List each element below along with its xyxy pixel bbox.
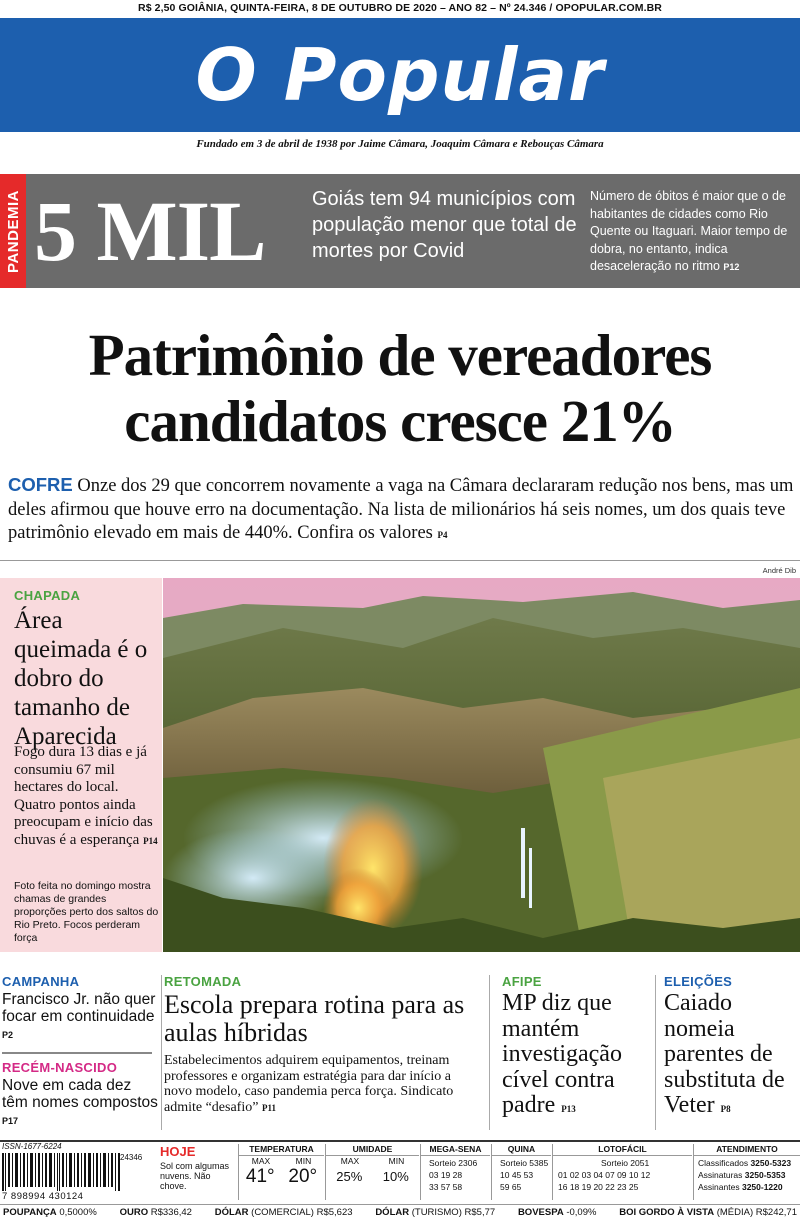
divider xyxy=(0,1140,800,1142)
chapada-kicker: CHAPADA xyxy=(14,588,81,603)
weather-today xyxy=(160,1144,235,1191)
col-eleicoes[interactable] xyxy=(664,974,800,1123)
pandemia-tag: PANDEMIA xyxy=(0,174,26,288)
ticker-bovespa: BOVESPA -0,09% xyxy=(517,1207,597,1218)
column-divider xyxy=(161,975,162,1130)
lotofacil-box: LOTOFÁCIL Sorteio 2051 01 02 03 04 07 09 10 12 16 18 19 20 22 23 25 xyxy=(552,1144,692,1200)
photo-caption: Foto feita no domingo mostra chamas de grandes proporções perto dos saltos do Rio Preto. Focos perderam força xyxy=(14,880,159,944)
topbar: R$ 2,50 GOIÂNIA, QUINTA-FEIRA, 8 DE OUTUBRO DE 2020 – ANO 82 – Nº 24.346 / OPOPULAR.COM.BR xyxy=(138,2,662,14)
campanha-kicker: CAMPANHA xyxy=(2,974,80,989)
hoje-text: Sol com algumas nuvens. Não chove. xyxy=(160,1161,230,1191)
pandemia-banner[interactable] xyxy=(0,174,800,288)
atendimento-box: ATENDIMENTO Classificados 3250-5323 Assinaturas 3250-5353 Assinantes 3250-1220 xyxy=(693,1144,800,1200)
eleicoes-kicker: ELEIÇÕES xyxy=(664,974,733,989)
ticker-poupanca: POUPANÇA 0,5000% xyxy=(3,1207,97,1218)
ticker-dolar-turismo: DÓLAR (TURISMO) R$5,77 xyxy=(375,1207,496,1218)
chapada-body: Fogo dura 13 dias e já consumiu 67 mil hectares do local. Quatro pontos ainda preocupam e início das chuvas é a esperança P14 xyxy=(14,744,158,848)
col-afipe[interactable] xyxy=(502,974,652,1123)
campanha-title: Francisco Jr. não quer focar em continuidade P2 xyxy=(2,991,156,1040)
quina-box: QUINA Sorteio 5385 10 45 53 59 65 xyxy=(491,1144,551,1200)
page-ref: P4 xyxy=(437,530,448,540)
recem-nascido-kicker: RECÉM-NASCIDO xyxy=(2,1060,118,1075)
humidity-box: UMIDADE MAX MIN 25% 10% xyxy=(325,1144,419,1200)
temp-max: 41° xyxy=(245,1166,275,1187)
divider xyxy=(0,560,800,561)
founded-line: Fundado em 3 de abril de 1938 por Jaime Câmara, Joaquim Câmara e Rebouças Câmara xyxy=(196,138,604,150)
col-retomada[interactable] xyxy=(164,974,480,1116)
ticker-ouro: OURO R$336,42 xyxy=(119,1207,192,1218)
main-headline[interactable]: Patrimônio de vereadores candidatos cresce 21% xyxy=(88,322,712,454)
chapada-photo[interactable] xyxy=(163,578,800,952)
col-campanha[interactable] xyxy=(2,974,158,1130)
afipe-kicker: AFIPE xyxy=(502,974,542,989)
umid-max: 25% xyxy=(336,1169,363,1184)
retomada-headline: Escola prepara rotina para as aulas híbridas xyxy=(164,990,465,1047)
divider xyxy=(2,1052,152,1054)
column-divider xyxy=(489,975,490,1130)
barcode-icon xyxy=(2,1153,120,1191)
column-divider xyxy=(655,975,656,1130)
masthead[interactable] xyxy=(0,18,800,132)
pandemia-side-text: Número de óbitos é maior que o de habitantes de cidades como Rio Quente ou Itaguari. Maior tempo de dobra, no entanto, indica desaceleração no ritmo P12 xyxy=(590,189,788,273)
newspaper-logo: O Popular xyxy=(195,33,605,117)
pandemia-headline: Goiás tem 94 municípios com população menor que total de mortes por Covid xyxy=(312,188,577,262)
barcode-number: 7 898994 430124 xyxy=(2,1191,84,1202)
ticker-boi-gordo: BOI GORDO À VISTA (MÉDIA) R$242,71 xyxy=(619,1207,797,1218)
eleicoes-headline: Caiado nomeia parentes de substituta de Veter P8 xyxy=(664,990,785,1118)
retomada-body: Estabelecimentos adquirem equipamentos, treinam professores e organizam estratégia para dar início a novo modelo, caso pandemia perca força. Sindicato admite “desafio” P11 xyxy=(164,1053,454,1115)
megasena-box: MEGA-SENA Sorteio 2306 03 19 28 33 57 58 xyxy=(420,1144,490,1200)
chapada-story[interactable] xyxy=(0,578,162,952)
recem-nascido-title: Nove em cada dez têm nomes compostos P17 xyxy=(2,1077,158,1126)
market-ticker xyxy=(0,1204,800,1220)
umid-min: 10% xyxy=(382,1169,409,1184)
afipe-headline: MP diz que mantém investigação cível contra padre P13 xyxy=(502,990,622,1118)
photo-credit: André Dib xyxy=(762,566,796,575)
ticker-dolar-comercial: DÓLAR (COMERCIAL) R$5,623 xyxy=(214,1207,353,1218)
lede-kicker: COFRE xyxy=(8,474,73,495)
issn: ISSN-1677-6224 xyxy=(2,1142,62,1151)
retomada-kicker: RETOMADA xyxy=(164,974,242,989)
temperature-box: TEMPERATURA MAX MIN 41° 20° xyxy=(238,1144,324,1200)
chapada-headline: Área queimada é o dobro do tamanho de Aparecida xyxy=(14,607,148,750)
main-lede: COFRE Onze dos 29 que concorrem novamente a vaga na Câmara declararam redução nos bens, mas um deles afirmou que houve erro na documentação. Na lista de milionários há seis nomes, um dos quais teve patrimônio elevado em mais de 440%. Confira os valores P4 xyxy=(8,474,794,543)
hoje-label: HOJE xyxy=(160,1144,196,1159)
barcode-edition: 24346 xyxy=(120,1153,143,1162)
pandemia-big-number: 5 MIL xyxy=(34,183,266,279)
temp-min: 20° xyxy=(288,1166,318,1187)
page-ref: P12 xyxy=(723,262,740,272)
